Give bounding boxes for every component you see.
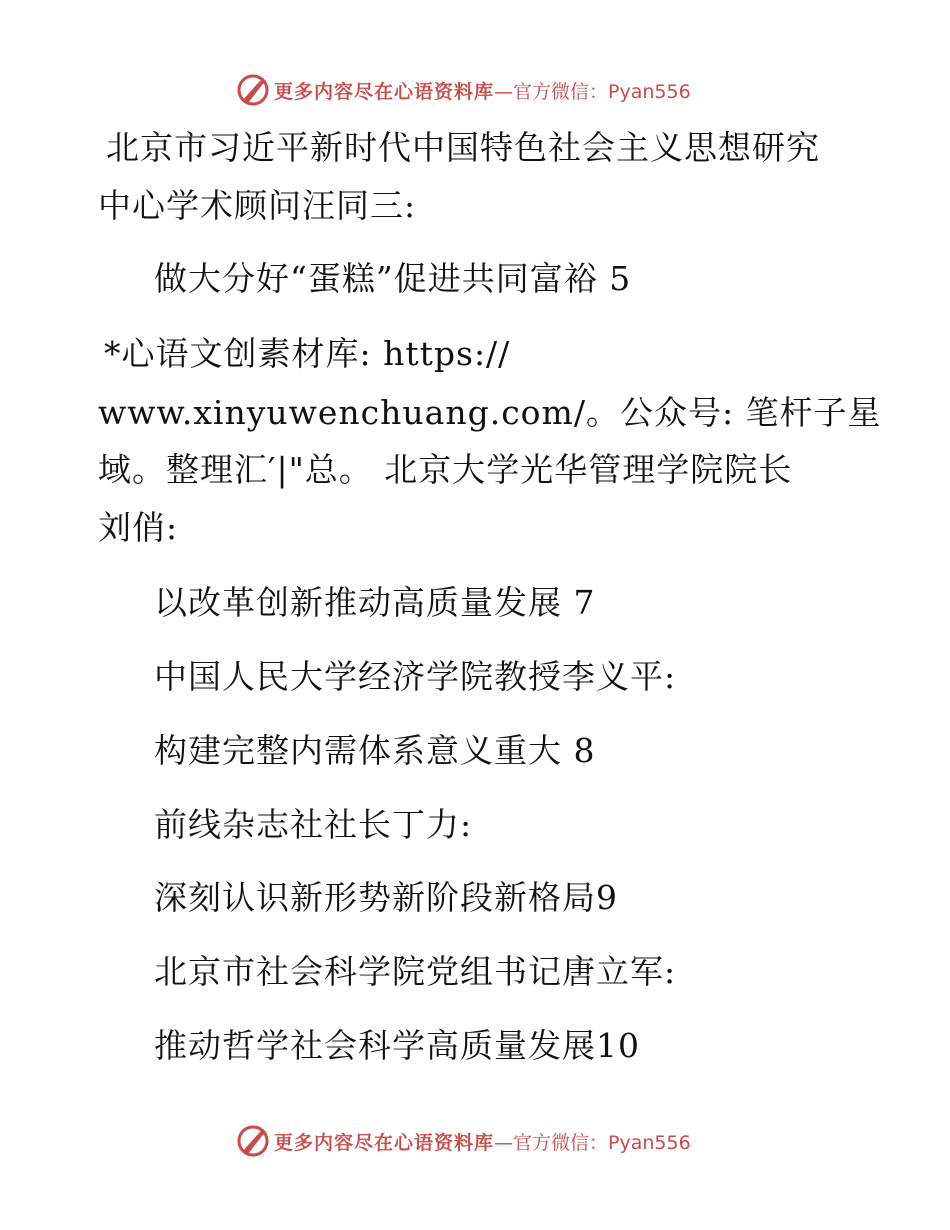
line-14-toc-entry: 推动哲学社会科学高质量发展10 [154,1026,640,1065]
watermark-contact-text: —官方微信：Pyan556 [494,1131,691,1154]
watermark-footer [236,1124,691,1158]
line-6: 域。整理汇′|"总。 北京大学光华管理学院院长 [98,450,793,489]
line-10-toc-entry: 构建完整内需体系意义重大 8 [154,731,596,770]
line-12-toc-entry: 深刻认识新形势新阶段新格局9 [154,878,618,917]
watermark-main-text: 更多内容尽在心语资料库 [274,1131,495,1154]
line-2: 中心学术顾问汪同三: [98,186,417,225]
line-11: 前线杂志社社长丁力: [154,805,473,844]
line-13: 北京市社会科学院党组书记唐立军: [154,952,677,991]
line-7: 刘俏: [98,508,179,547]
line-5: www.xinyuwenchuang.com/。公众号: 笔杆子星 [98,393,882,432]
line-3-toc-entry: 做大分好“蛋糕”促进共同富裕 5 [154,259,632,298]
line-8-toc-entry: 以改革创新推动高质量发展 7 [154,583,596,622]
line-9: 中国人民大学经济学院教授李义平: [154,657,677,696]
watermark-contact-text: —官方微信：Pyan556 [494,80,691,103]
pen-logo-icon [236,73,270,107]
watermark-header [236,73,691,107]
pen-logo-icon [236,1124,270,1158]
line-1: 北京市习近平新时代中国特色社会主义思想研究 [106,128,820,167]
line-4: *心语文创素材库: https:// [104,334,511,373]
watermark-main-text: 更多内容尽在心语资料库 [274,80,495,103]
